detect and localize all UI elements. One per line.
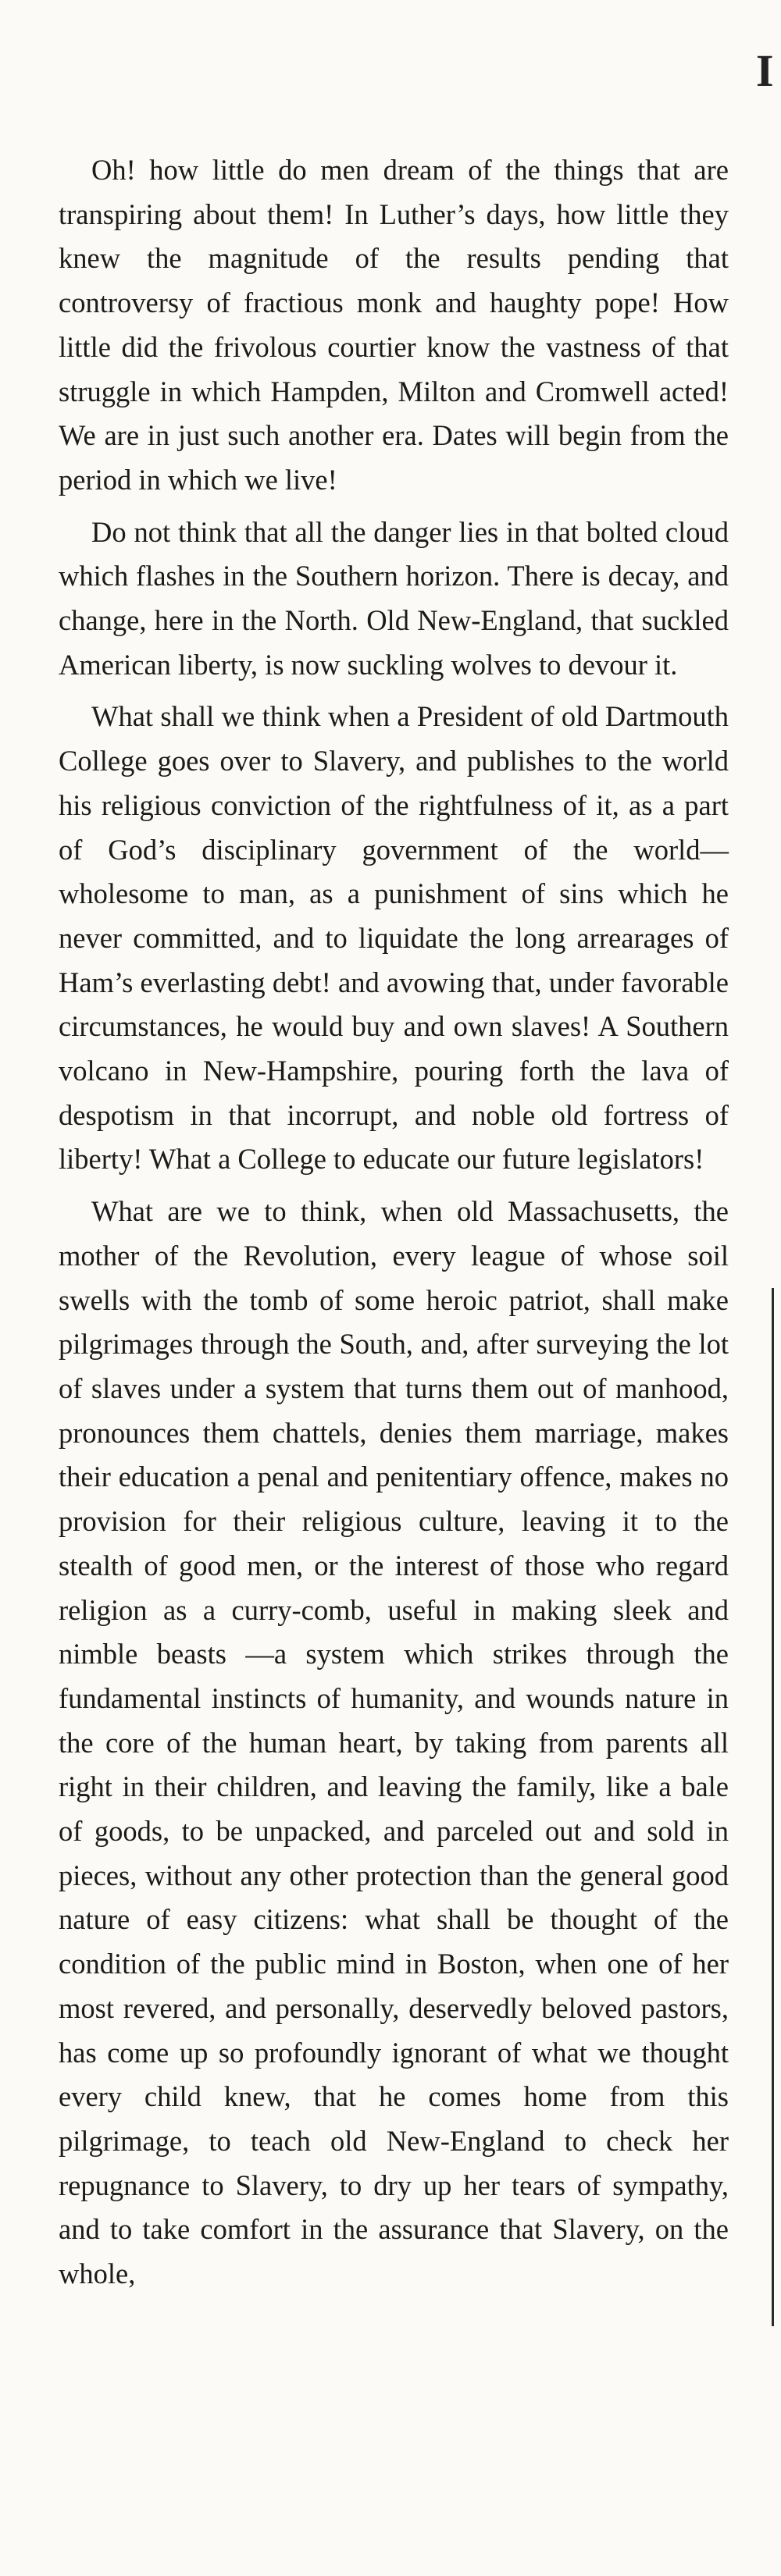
paragraph-2: Do not think that all the danger lies in that bolted cloud which flashes in the Southern horizon. There is decay, and change, here in the North. Old New-England, that suckled American liberty, is now suckling wolves to devour it. bbox=[59, 515, 729, 681]
article-body bbox=[59, 148, 729, 2304]
column-rule bbox=[772, 1288, 774, 2326]
corner-mark: I bbox=[756, 45, 774, 96]
paragraph-1: Oh! how little do men dream of the things that are transpiring about them! In Luther’s days, how little they knew the magnitude of the results pending that controversy of fractious monk and haughty pope! How little did the frivolous courtier know the vastness of that struggle in which Hampden, Milton and Cromwell acted! We are in just such another era. Dates will begin from the period in which we live! bbox=[59, 154, 729, 496]
paragraph-3: What shall we think when a President of old Dartmouth College goes over to Slavery, and publishes to the world his religious conviction of the rightfulness of it, as a part of God’s disciplinary government of the world—wholesome to man, as a punishment of sins which he never committed, and to liquidate the long arrearages of Ham’s everlasting debt! and avowing that, under favorable circumstances, he would buy and own slaves! A Southern volcano in New-Hampshire, pouring forth the lava of despotism in that incorrupt, and noble old fortress of liberty! What a College to educate our future legislators! bbox=[59, 700, 729, 1176]
paragraph-4: What are we to think, when old Massachusetts, the mother of the Revolution, every league of whose soil swells with the tomb of some heroic patriot, shall make pilgrimages through the South, and, after surveying the lot of slaves under a system that turns them out of manhood, pronounces them chattels, denies them marriage, makes their education a penal and penitentiary offence, makes no provision for their religious culture, leaving it to the stealth of good men, or the interest of those who regard religion as a curry-comb, useful in making sleek and nimble beasts —a system which strikes through the fundamental instincts of humanity, and wounds nature in the core of the human heart, by taking from parents all right in their children, and leaving the family, like a bale of goods, to be unpacked, and parceled out and sold in pieces, without any other protection than the general good nature of easy citizens: what shall be thought of the condition of the public mind in Boston, when one of her most revered, and personally, deservedly beloved pastors, has come up so profoundly ignorant of what we thought every child knew, that he comes home from this pilgrimage, to teach old New-England to check her repugnance to Slavery, to dry up her tears of sympathy, and to take comfort in the assurance that Slavery, on the whole, bbox=[59, 1195, 729, 2290]
